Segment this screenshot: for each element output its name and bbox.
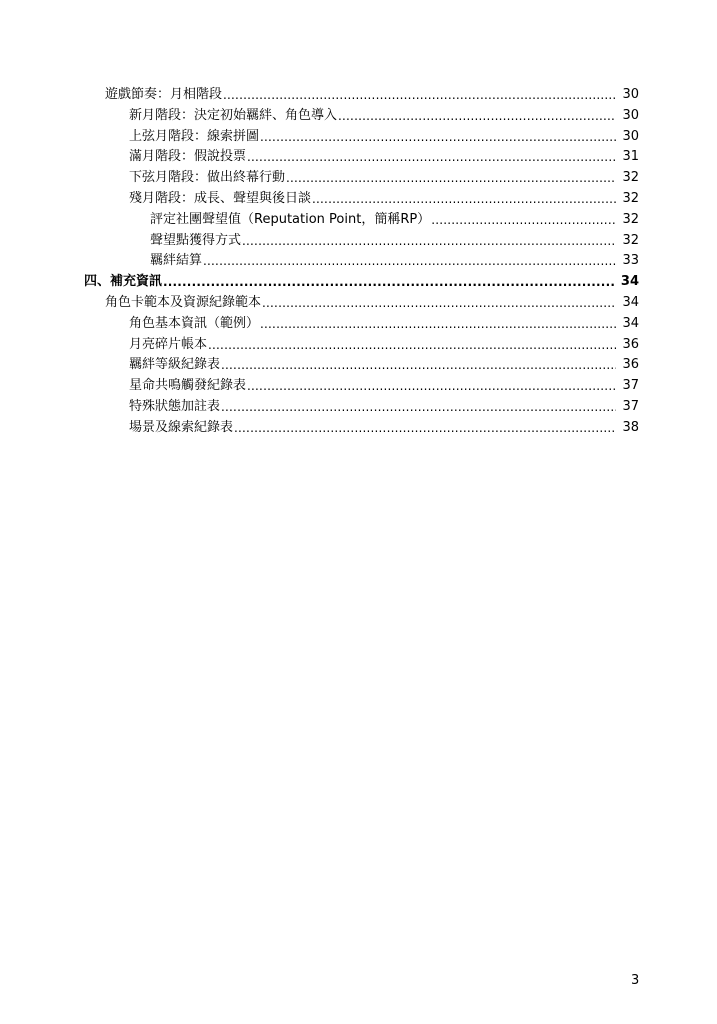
- toc-leader-dots: [247, 376, 616, 397]
- toc-entry-page: 38: [622, 419, 639, 435]
- toc-entry[interactable]: [129, 314, 639, 335]
- toc-entry[interactable]: [150, 210, 639, 231]
- toc-leader-dots: [338, 106, 616, 127]
- toc-leader-dots: [223, 85, 616, 106]
- toc-leader-dots: [221, 355, 616, 376]
- toc-entry-title: 羈絆等級紀錄表: [129, 355, 221, 376]
- toc-leader-dots: [221, 397, 616, 418]
- toc-entry-page: 33: [622, 253, 639, 269]
- toc-entry-title: 下弦月階段：做出終幕行動: [129, 168, 286, 189]
- toc-entry[interactable]: [129, 147, 639, 168]
- toc-leader-dots: [208, 335, 616, 356]
- toc-entry[interactable]: [129, 397, 639, 418]
- toc-entry[interactable]: [105, 85, 639, 106]
- toc-entry-title: 滿月階段：假說投票: [129, 147, 247, 168]
- toc-leader-dots: [286, 168, 616, 189]
- toc-leader-dots: [203, 251, 616, 272]
- toc-entry-page: 37: [622, 378, 639, 394]
- toc-entry-title: 羈絆結算: [150, 251, 203, 272]
- toc-entry[interactable]: [129, 189, 639, 210]
- toc-entry-title: 上弦月階段：線索拼圖: [129, 127, 260, 148]
- toc-entry-page: 37: [622, 398, 639, 414]
- toc-leader-dots: [312, 189, 616, 210]
- toc-entry-page: 34: [620, 274, 639, 290]
- toc-entry-title: 月亮碎片帳本: [129, 335, 208, 356]
- toc-leader-dots: [163, 272, 616, 293]
- toc-entry-title: 聲望點獲得方式: [150, 231, 242, 252]
- toc-entry[interactable]: [129, 376, 639, 397]
- toc-leader-dots: [260, 127, 616, 148]
- toc-entry[interactable]: [129, 418, 639, 439]
- toc-entry-page: 36: [622, 357, 639, 373]
- toc-entry[interactable]: [150, 251, 639, 272]
- toc-entry-title: 評定社團聲望值（Reputation Point，簡稱RP）: [150, 210, 431, 231]
- toc-leader-dots: [262, 293, 616, 314]
- toc-leader-dots: [242, 231, 616, 252]
- toc-entry-page: 36: [622, 336, 639, 352]
- toc-entry-page: 32: [622, 190, 639, 206]
- toc-entry-page: 32: [622, 232, 639, 248]
- toc-entry[interactable]: [129, 355, 639, 376]
- toc-leader-dots: [234, 418, 616, 439]
- toc-entry-title: 角色卡範本及資源紀錄範本: [105, 293, 262, 314]
- toc-entry-title: 四、補充資訊: [84, 272, 163, 293]
- toc-entry-title: 場景及線索紀錄表: [129, 418, 234, 439]
- toc-entry-title: 角色基本資訊（範例）: [129, 314, 260, 335]
- toc-entry-page: 32: [622, 170, 639, 186]
- toc-entry-page: 30: [622, 128, 639, 144]
- toc-entry-page: 32: [622, 211, 639, 227]
- toc-entry-title: 特殊狀態加註表: [129, 397, 221, 418]
- toc-leader-dots: [260, 314, 616, 335]
- toc-entry-page: 30: [622, 107, 639, 123]
- toc-entry[interactable]: [150, 231, 639, 252]
- toc-entry-page: 34: [622, 294, 639, 310]
- toc-section-entry[interactable]: [84, 272, 639, 293]
- toc-entry-title: 遊戲節奏：月相階段: [105, 85, 223, 106]
- toc-entry-title: 星命共鳴觸發紀錄表: [129, 376, 247, 397]
- toc-entry[interactable]: [129, 168, 639, 189]
- toc-entry-page: 31: [622, 149, 639, 165]
- toc-entry-title: 殘月階段：成長、聲望與後日談: [129, 189, 312, 210]
- page-number: 3: [631, 973, 640, 988]
- toc-entry-title: 新月階段：決定初始羈絆、角色導入: [129, 106, 338, 127]
- toc-entry-page: 30: [622, 87, 639, 102]
- toc-leader-dots: [431, 210, 616, 231]
- toc-entry[interactable]: [129, 106, 639, 127]
- toc-leader-dots: [247, 147, 616, 168]
- toc-entry[interactable]: [105, 293, 639, 314]
- toc-entry-page: 34: [622, 315, 639, 331]
- toc-entry[interactable]: [129, 335, 639, 356]
- toc-entry[interactable]: [129, 127, 639, 148]
- table-of-contents: [0, 85, 717, 439]
